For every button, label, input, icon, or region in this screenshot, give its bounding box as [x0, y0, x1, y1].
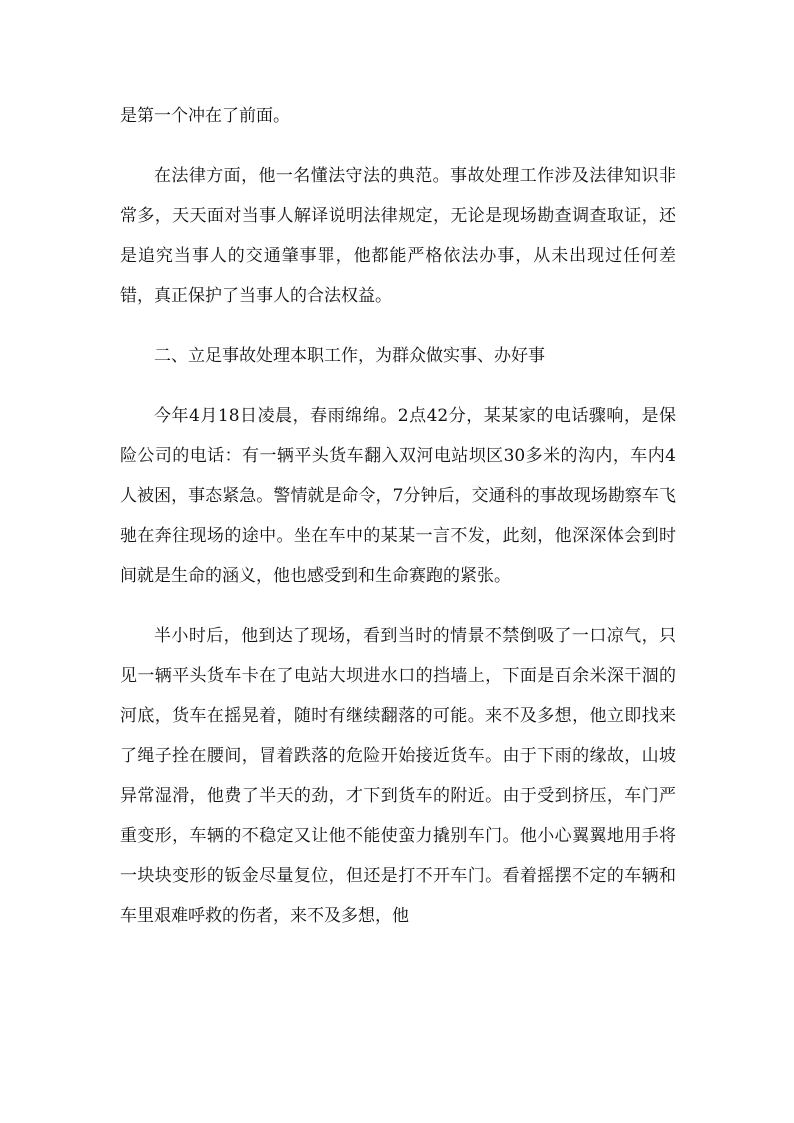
paragraph-4: 半小时后，他到达了现场，看到当时的情景不禁倒吸了一口凉气，只见一辆平头货车卡在了电站大坝进水口的挡墙上，下面是百余米深干涸的河底，货车在摇晃着，随时有继续翻落的可能。来不及多想，他立即找来了绳子拴在腰间，冒着跌落的危险开始接近货车。由于下雨的缘故，山坡异常湿滑，他费了半天的劲，才下到货车的附近。由于受到挤压，车门严重变形，车辆的不稳定又让他不能使蛮力撬别车门。他小心翼翼地用手将一块块变形的钣金尽量复位，但还是打不开车门。看着摇摆不定的车辆和车里艰难呼救的伤者，来不及多想，他	[120, 626, 676, 926]
paragraph-gap	[120, 376, 676, 396]
paragraph-1: 是第一个冲在了前面。	[120, 106, 290, 126]
paragraph-2: 在法律方面，他一名懂法守法的典范。事故处理工作涉及法律知识非常多，天天面对当事人解译说明法律规定，无论是现场勘查调查取证，还是追究当事人的交通肇事罪，他都能严格依法办事，从未出现过任何差错，真正保护了当事人的合法权益。	[120, 166, 676, 306]
section-heading: 二、立足事故处理本职工作，为群众做实事、办好事	[154, 346, 545, 366]
document-body	[120, 96, 676, 936]
paragraph-3: 今年4月18日凌晨，春雨绵绵。2点42分，某某家的电话骤响，是保险公司的电话：有一辆平头货车翻入双河电站坝区30多米的沟内，车内4人被困，事态紧急。警情就是命令，7分钟后，交通科的事故现场勘察车飞驰在奔往现场的途中。坐在车中的某某一言不发，此刻，他深深体会到时间就是生命的涵义，他也感受到和生命赛跑的紧张。	[120, 406, 676, 586]
paragraph-gap	[120, 316, 676, 336]
paragraph-gap	[120, 596, 676, 616]
paragraph-gap	[120, 136, 676, 156]
